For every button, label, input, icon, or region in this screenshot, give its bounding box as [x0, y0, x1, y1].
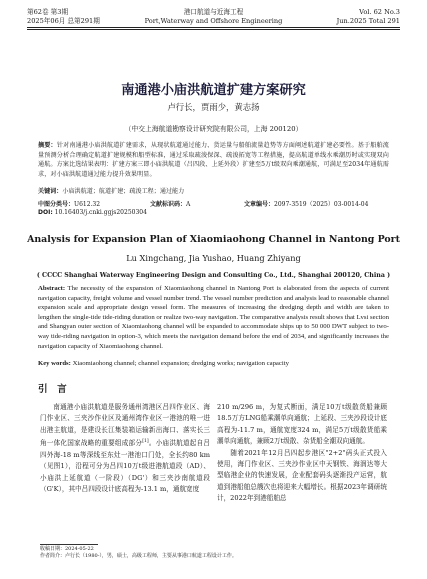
- footnote-author-info: 作者简介：卢行长（1980-），男，硕士，高级工程师，主要从事港口航道工程设计工作。: [40, 553, 237, 559]
- header-rule-thin: [27, 29, 400, 30]
- journal-header: [27, 8, 400, 34]
- keywords-en: [38, 360, 389, 367]
- issue-date: 2025年06月 总第291期: [27, 17, 100, 25]
- affiliation-cn: （中交上海航道勘察设计研究院有限公司，上海 200120）: [124, 125, 303, 133]
- meta-row-doc-code: [150, 199, 190, 208]
- meta-row-article-no: [244, 199, 368, 208]
- header-rule: [27, 27, 400, 28]
- meta-row-1: [38, 199, 100, 208]
- article-no-label: 文章编号：: [244, 201, 275, 208]
- keywords-cn-label: 关键词：: [38, 188, 63, 195]
- doc-code-label: 文献标识码：: [150, 201, 187, 208]
- body-column-right: [217, 402, 387, 505]
- section-heading-intro: 引 言: [38, 384, 67, 395]
- abstract-cn: [38, 141, 389, 179]
- paper-title-cn: 南通港小庙洪航道扩建方案研究: [121, 83, 306, 98]
- authors-cn: 卢行长，贾雨少，黄志扬: [167, 102, 260, 112]
- abstract-cn-label: 摘要：: [38, 142, 57, 149]
- keywords-cn: [38, 186, 389, 195]
- body-right-para-1: 210 m/296 m，为复式断面，满足10万t级散货船兼顾18.5万方LNG船乘潮单向通航；上延段、三夹沙段设计底高程为-11.7 m，通航宽度324 m，满足5万t级散货船乘潮单向通航，兼顾2万t级散、杂货船全潮双向通航。: [217, 403, 387, 446]
- footnote-rule: [40, 544, 98, 545]
- keywords-en-text: Xiaomiaohong channel; channel expansion; dredging works; navigation capacity: [72, 360, 289, 367]
- abstract-en-label: Abstract:: [38, 285, 66, 292]
- issue-info-en: [337, 8, 400, 26]
- journal-name-en: Port,Waterway and Offshore Engineering: [144, 17, 283, 25]
- authors-en: Lu Xingchang, Jia Yushao, Huang Zhiyang: [126, 253, 301, 263]
- meta-row-doi: [38, 209, 147, 216]
- clc-value: U612.32: [74, 201, 101, 208]
- body-left-text-a: 南通港小庙洪航道是服务通州湾港区吕四作业区、海门作业区、三夹沙作业区及通州湾作业区一港池的唯一进出港主航道，是建设长江集装箱运输新出海口、落实长三角一体化国家战略的重要组成部分: [40, 403, 210, 448]
- abstract-cn-text: 针对南通港小庙洪航道扩建需求，从现状航道通过能力、货运量与船舶流量趋势等方面阐述航道扩建必要性。基于船舶流量预测分析合理确定航道扩建规模和船型标准，通过采取疏浚保深、疏浚拓宽等工程措施，提高航道单线水乘潮历时或实现双向通航。方案比选结果表明：扩建方案三即小庙洪航道（吕四段、上延外段）扩建至5万t级双向乘潮通航，可满足至2034年通航需求，对小庙洪航道通过能力提升效果明显。: [38, 142, 389, 178]
- keywords-en-label: Key words:: [38, 360, 71, 367]
- doi-label: DOI:: [38, 209, 53, 216]
- clc-label: 中图分类号：: [38, 201, 75, 208]
- volume-issue-en: Vol. 62 No.3: [359, 8, 400, 16]
- doc-code-value: A: [186, 201, 191, 208]
- body-left-text-b: 。小庙洪航道起自吕四外海-18 m等深线至东灶一港池口门处，全长约80 km（见图1），沿程可分为吕四10万t级进港航道段（AD）、小庙洪上延航道（一阶段）（DG'）和三夹沙南航道段（G'K），其中吕四段设计底高程为-13.1 m，通航宽度: [40, 439, 211, 494]
- body-column-left: [40, 402, 210, 495]
- keywords-cn-text: 小庙洪航道；航道扩建；疏浚工程；通过能力: [62, 188, 185, 195]
- body-right-para-2: 随着2021年12月吕四起步港区"2+2"码头正式投入使用，海门作业区、三夹沙作业区中天钢铁、海润达等大型临港企业的快速发展，企业配套码头逐渐投产运营，航道到港船舶总艘次也将迎来大幅增长。根据2023年调研统计，2022年到港船舶总: [217, 448, 387, 503]
- abstract-en-text: The necessity of the expansion of Xiaomiaohong channel in Nantong Port is elaborated from the aspects of current navigation capacity, freight volume and vessel number trend. The vessel number prediction and analysis lead to reasonable channel expansion scale and appropriate design vessel form. The measures of increasing the dredging depth and width are taken to lengthen the single-tide tide-riding duration or realize two-way navigation. The comparative analysis result shows that Lvsi section and Shangyan outer section of Xiaomiaohong channel will be expanded to accommodate ships up to 50 000 DWT subject to two-way tide-riding navigation in option-3, which meets the navigation demand before the end of 2034, and significantly increases the navigation capacity of Xiaomiaohong channel.: [38, 285, 389, 350]
- paper-title-en: Analysis for Expansion Plan of Xiaomiaohong Channel in Nantong Port: [27, 234, 400, 245]
- article-no-value: 2097-3519（2025）03-0014-04: [274, 201, 369, 208]
- affiliation-en: ( CCCC Shanghai Waterway Engineering Design and Consulting Co., Ltd., Shanghai 200120, China ): [36, 272, 391, 279]
- journal-name-cn: 港口航道与近海工程: [183, 8, 244, 16]
- volume-issue: 第62卷 第3期: [27, 8, 69, 16]
- issue-date-en: Jun.2025 Total 291: [336, 17, 400, 25]
- footnote-received: 收稿日期：2024-05-22: [40, 546, 94, 552]
- doi-value: 10.16403/j.cnki.ggjs20250304: [54, 209, 147, 216]
- citation-ref: [1]: [142, 439, 149, 445]
- abstract-en: [38, 284, 389, 351]
